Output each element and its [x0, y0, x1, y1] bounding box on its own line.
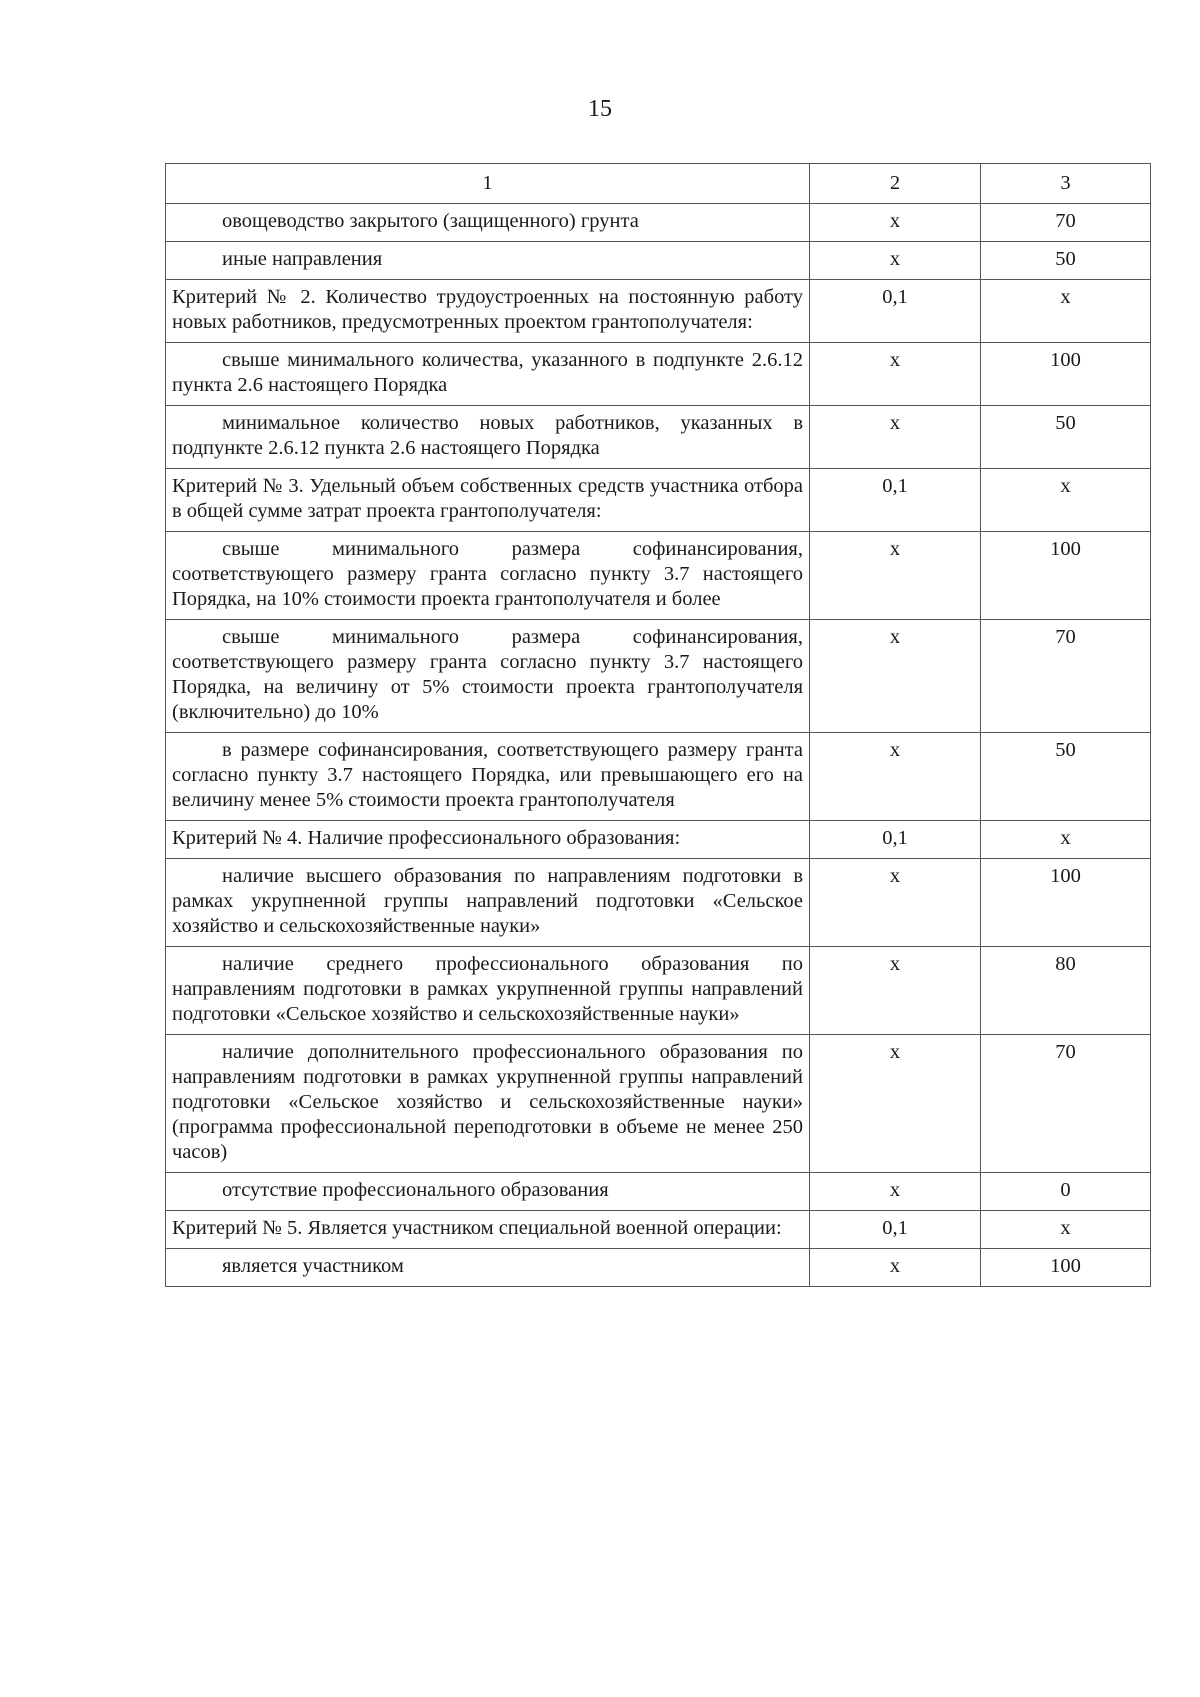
row-text: Критерий № 4. Наличие профессионального образования:: [166, 821, 810, 859]
row-text: овощеводство закрытого (защищенного) грунта: [166, 204, 810, 242]
row-text: Критерий № 3. Удельный объем собственных средств участника отбора в общей сумме затрат проекта грантополучателя:: [166, 469, 810, 532]
row-text: иные направления: [166, 242, 810, 280]
row-score: 50: [981, 242, 1151, 280]
row-score: х: [981, 1211, 1151, 1249]
row-text: наличие высшего образования по направлениям подготовки в рамках укрупненной группы направлений подготовки «Сельское хозяйство и сельскохозяйственные науки»: [166, 859, 810, 947]
row-score: 50: [981, 406, 1151, 469]
row-score: 50: [981, 733, 1151, 821]
row-weight: х: [810, 242, 981, 280]
table-row: [166, 1035, 1151, 1173]
table-row: [166, 821, 1151, 859]
table-row: [166, 1211, 1151, 1249]
row-score: 100: [981, 859, 1151, 947]
page-number: 15: [588, 96, 612, 122]
table-row: [166, 620, 1151, 733]
row-weight: 0,1: [810, 280, 981, 343]
table-row: [166, 1173, 1151, 1211]
table-row: [166, 280, 1151, 343]
row-weight: х: [810, 733, 981, 821]
row-weight: 0,1: [810, 1211, 981, 1249]
table-row: [166, 469, 1151, 532]
table-row: [166, 406, 1151, 469]
table-header-row: [166, 164, 1151, 204]
table-row: [166, 859, 1151, 947]
row-text: Критерий № 2. Количество трудоустроенных на постоянную работу новых работников, предусмотренных проектом грантополучателя:: [166, 280, 810, 343]
row-text: наличие среднего профессионального образования по направлениям подготовки в рамках укрупненной группы направлений подготовки «Сельское хозяйство и сельскохозяйственные науки»: [166, 947, 810, 1035]
table-row: [166, 242, 1151, 280]
row-text: свыше минимального размера софинансирования, соответствующего размеру гранта согласно пункту 3.7 настоящего Порядка, на величину от 5% стоимости проекта грантополучателя (включительно) до 10%: [166, 620, 810, 733]
row-weight: х: [810, 1035, 981, 1173]
row-weight: х: [810, 1249, 981, 1287]
row-weight: х: [810, 532, 981, 620]
row-weight: х: [810, 406, 981, 469]
row-score: 0: [981, 1173, 1151, 1211]
row-text: отсутствие профессионального образования: [166, 1173, 810, 1211]
row-text: является участником: [166, 1249, 810, 1287]
row-score: 70: [981, 620, 1151, 733]
row-score: 80: [981, 947, 1151, 1035]
table-row: [166, 204, 1151, 242]
row-score: х: [981, 821, 1151, 859]
row-score: 100: [981, 343, 1151, 406]
row-score: х: [981, 280, 1151, 343]
row-text: минимальное количество новых работников, указанных в подпункте 2.6.12 пункта 2.6 настоящего Порядка: [166, 406, 810, 469]
row-text: свыше минимального размера софинансирования, соответствующего размеру гранта согласно пункту 3.7 настоящего Порядка, на 10% стоимости проекта грантополучателя и более: [166, 532, 810, 620]
header-cell-3: 3: [981, 164, 1151, 204]
row-text: в размере софинансирования, соответствующего размеру гранта согласно пункту 3.7 настоящего Порядка, или превышающего его на величину менее 5% стоимости проекта грантополучателя: [166, 733, 810, 821]
row-score: 70: [981, 204, 1151, 242]
table-row: [166, 733, 1151, 821]
row-weight: 0,1: [810, 469, 981, 532]
row-weight: х: [810, 1173, 981, 1211]
row-weight: х: [810, 859, 981, 947]
header-cell-2: 2: [810, 164, 981, 204]
row-weight: х: [810, 343, 981, 406]
row-weight: х: [810, 947, 981, 1035]
row-weight: х: [810, 204, 981, 242]
row-weight: х: [810, 620, 981, 733]
row-score: х: [981, 469, 1151, 532]
row-text: Критерий № 5. Является участником специальной военной операции:: [166, 1211, 810, 1249]
header-cell-1: 1: [166, 164, 810, 204]
criteria-table: [165, 163, 1151, 1287]
row-text: наличие дополнительного профессионального образования по направлениям подготовки в рамках укрупненной группы направлений подготовки «Сельское хозяйство и сельскохозяйственные науки» (программа профессиональной переподготовки в объеме не менее 250 часов): [166, 1035, 810, 1173]
row-score: 70: [981, 1035, 1151, 1173]
row-score: 100: [981, 1249, 1151, 1287]
row-text: свыше минимального количества, указанного в подпункте 2.6.12 пункта 2.6 настоящего Порядка: [166, 343, 810, 406]
table-row: [166, 532, 1151, 620]
row-score: 100: [981, 532, 1151, 620]
table-row: [166, 1249, 1151, 1287]
table-row: [166, 343, 1151, 406]
table-row: [166, 947, 1151, 1035]
row-weight: 0,1: [810, 821, 981, 859]
